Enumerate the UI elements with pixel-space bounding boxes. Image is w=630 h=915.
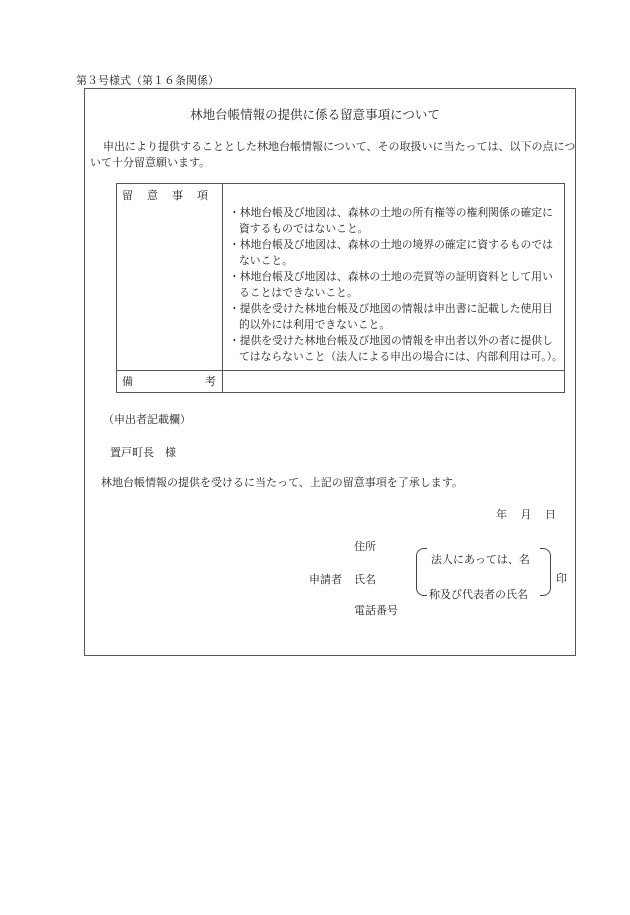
document-title: 林地台帳情報の提供に係る留意事項について <box>190 107 440 122</box>
addressee: 置戸町長 様 <box>110 446 176 459</box>
seal-label: 印 <box>556 572 567 585</box>
notice-item-4-cont: 的以外には利用できないこと。 <box>239 318 391 331</box>
notice-item-5: ・提供を受けた林地台帳及び地図の情報を申出者以外の者に提供し <box>229 334 553 347</box>
corporation-note-line-2: 称及び代表者の氏名 <box>429 588 528 601</box>
notice-item-4: ・提供を受けた林地台帳及び地図の情報は申出書に記載した使用目 <box>229 302 553 315</box>
consent-statement: 林地台帳情報の提供を受けるに当たって、上記の留意事項を了承します。 <box>101 476 463 489</box>
corporation-note-line-1: 法人にあっては、名 <box>431 553 530 566</box>
intro-text-line-2: いて十分留意願います。 <box>90 156 211 169</box>
notice-item-3-cont: ることはできないこと。 <box>239 286 358 299</box>
date-field[interactable]: 年 月 日 <box>496 508 556 521</box>
notice-item-2: ・林地台帳及び地図は、森林の土地の境界の確定に資するものでは <box>229 238 553 251</box>
name-label: 氏名 <box>354 573 376 586</box>
address-label: 住所 <box>354 540 376 553</box>
bracket-right <box>540 548 551 596</box>
table-row-divider <box>117 370 564 371</box>
notice-item-5-cont: てはならないこと（法人による申出の場合には、内部利用は可。）。 <box>239 350 563 363</box>
notice-item-3: ・林地台帳及び地図は、森林の土地の売買等の証明資料として用い <box>229 270 553 283</box>
remarks-field[interactable] <box>225 374 561 390</box>
notice-header: 留意事項 <box>122 189 222 202</box>
applicant-section-label: （申出者記載欄） <box>103 413 191 426</box>
notice-item-2-cont: ないこと。 <box>239 254 293 267</box>
remarks-header-left: 備 <box>122 375 133 388</box>
notice-item-1: ・林地台帳及び地図は、森林の土地の所有権等の権利関係の確定に <box>229 206 553 219</box>
table-column-divider <box>222 184 223 392</box>
form-number-label: 第３号様式（第１６条関係） <box>76 74 219 87</box>
phone-label: 電話番号 <box>354 604 398 617</box>
intro-text-line-1: 申出により提供することとした林地台帳情報について、その取扱いに当たっては、以下の点につ <box>103 140 576 153</box>
bracket-left <box>416 548 427 596</box>
remarks-header-right: 考 <box>205 375 216 388</box>
notice-item-1-cont: 資するものではないこと。 <box>239 222 369 235</box>
applicant-label: 申請者 <box>309 573 342 586</box>
